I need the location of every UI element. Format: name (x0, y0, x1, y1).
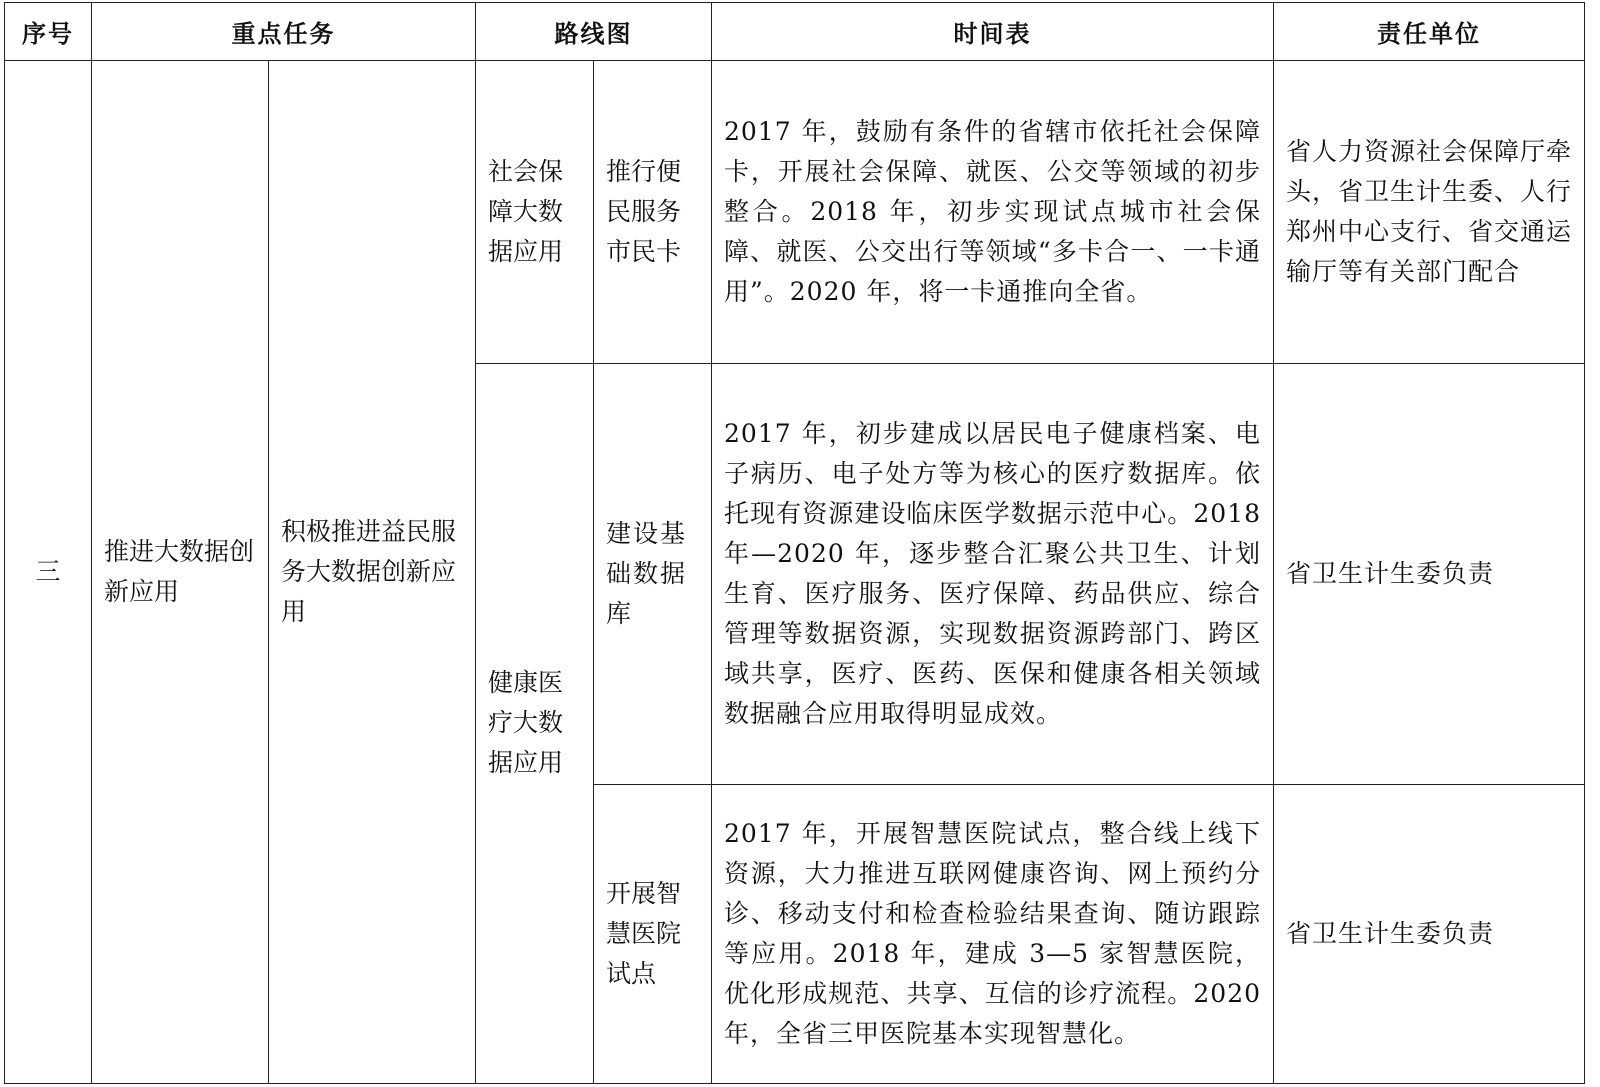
responsible-cell: 省卫生计生委负责 (1274, 363, 1585, 784)
header-task: 重点任务 (92, 3, 476, 61)
responsible-cell: 省卫生计生委负责 (1274, 784, 1585, 1083)
header-roadmap: 路线图 (476, 3, 712, 61)
task-main-cell: 推进大数据创新应用 (92, 61, 269, 1084)
timeline-cell: 2017 年，开展智慧医院试点，整合线上线下资源，大力推进互联网健康咨询、网上预约分诊、移动支付和检查检验结果查询、随访跟踪等应用。2018 年，建成 3—5 家智慧医院，优化形成规范、共享、互信的诊疗流程。2020 年，全省三甲医院基本实现智慧化。 (712, 784, 1274, 1083)
seq-cell: 三 (5, 61, 92, 1084)
table-row (5, 61, 1585, 363)
roadmap-sub-cell: 开展智慧医院试点 (594, 784, 712, 1083)
header-responsible: 责任单位 (1274, 3, 1585, 61)
roadmap-sub-cell: 推行便民服务市民卡 (594, 61, 712, 363)
roadmap-main-cell: 健康医疗大数据应用 (476, 363, 594, 1083)
task-sub-cell: 积极推进益民服务大数据创新应用 (269, 61, 476, 1084)
timeline-cell: 2017 年，鼓励有条件的省辖市依托社会保障卡，开展社会保障、就医、公交等领域的初步整合。2018 年，初步实现试点城市社会保障、就医、公交出行等领域“多卡合一、一卡通用”。2020 年，将一卡通推向全省。 (712, 61, 1274, 363)
header-timeline: 时间表 (712, 3, 1274, 61)
timeline-cell: 2017 年，初步建成以居民电子健康档案、电子病历、电子处方等为核心的医疗数据库。依托现有资源建设临床医学数据示范中心。2018 年—2020 年，逐步整合汇聚公共卫生、计划生育、医疗服务、医疗保障、药品供应、综合管理等数据资源，实现数据资源跨部门、跨区域共享，医疗、医药、医保和健康各相关领域数据融合应用取得明显成效。 (712, 363, 1274, 784)
roadmap-main-cell: 社会保障大数据应用 (476, 61, 594, 363)
responsible-cell: 省人力资源社会保障厅牵头，省卫生计生委、人行郑州中心支行、省交通运输厅等有关部门配合 (1274, 61, 1585, 363)
roadmap-sub-cell: 建设基础数据库 (594, 363, 712, 784)
header-row (5, 3, 1585, 61)
task-table (4, 2, 1585, 1084)
header-seq: 序号 (5, 3, 92, 61)
